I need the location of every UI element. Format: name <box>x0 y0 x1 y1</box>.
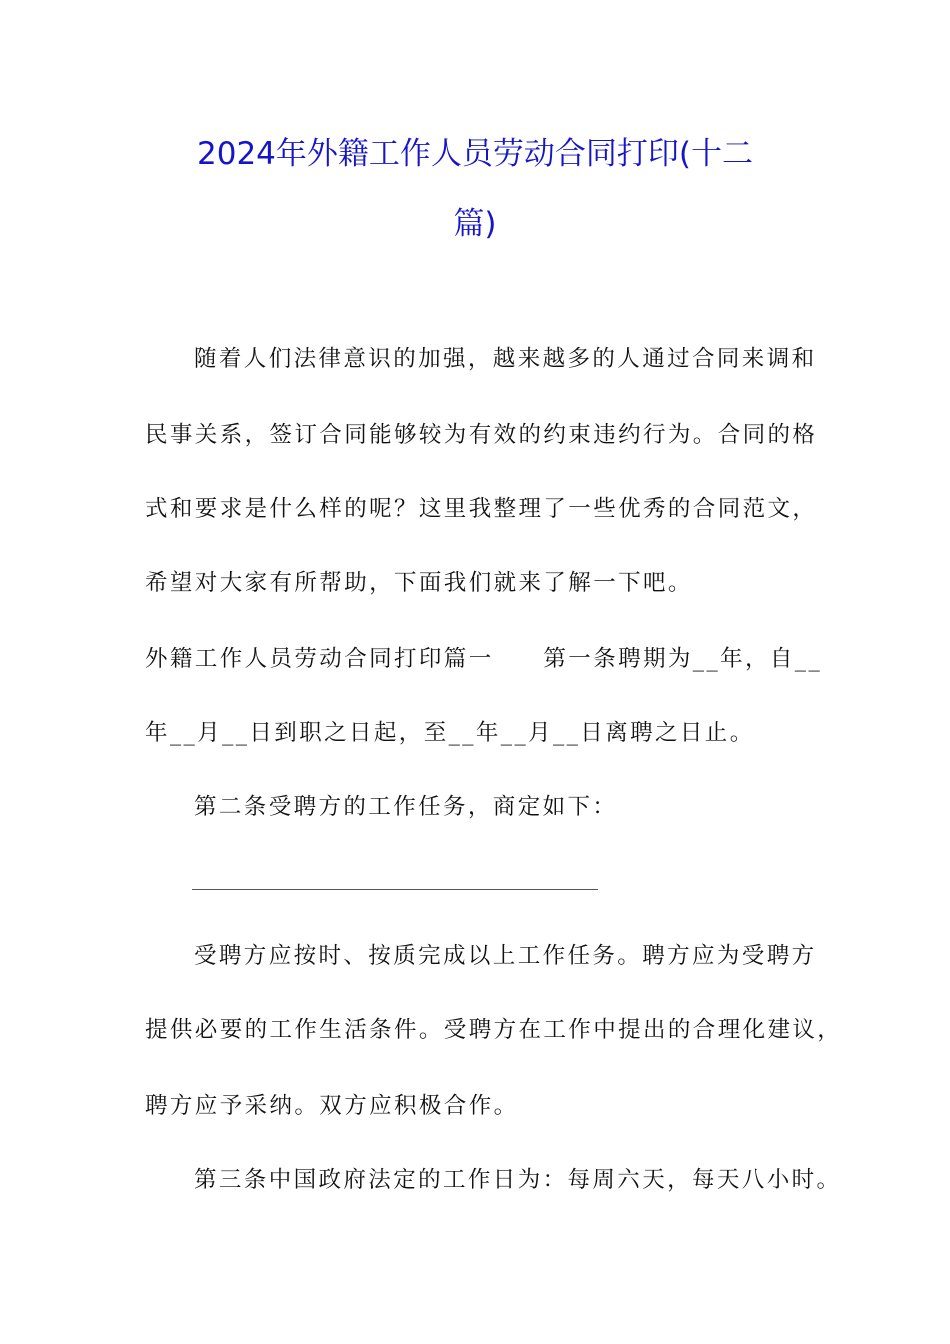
paragraph-line: 年__月__日到职之日起，至__年__月__日离聘之日止。 <box>145 720 755 746</box>
paragraph-line: 聘方应予采纳。双方应积极合作。 <box>145 1093 519 1119</box>
document-title-line-2: 篇) <box>453 206 497 242</box>
paragraph-line: 受聘方应按时、按质完成以上工作任务。聘方应为受聘方 <box>194 943 817 969</box>
paragraph-line: 第二条受聘方的工作任务，商定如下： <box>194 794 618 820</box>
section-heading-line: 外籍工作人员劳动合同打印篇一 第一条聘期为__年，自__ <box>145 646 823 672</box>
blank-fill-line <box>192 889 598 890</box>
paragraph-line: 式和要求是什么样的呢？这里我整理了一些优秀的合同范文， <box>145 496 818 522</box>
paragraph-line: 随着人们法律意识的加强，越来越多的人通过合同来调和 <box>194 346 817 372</box>
document-title-line-1: 2024年外籍工作人员劳动合同打印(十二 <box>197 136 753 172</box>
paragraph-line: 民事关系，签订合同能够较为有效的约束违约行为。合同的格 <box>145 422 818 448</box>
paragraph-line: 第三条中国政府法定的工作日为：每周六天，每天八小时。 <box>194 1167 842 1193</box>
paragraph-line: 提供必要的工作生活条件。受聘方在工作中提出的合理化建议， <box>145 1017 843 1043</box>
paragraph-line: 希望对大家有所帮助，下面我们就来了解一下吧。 <box>145 570 693 596</box>
